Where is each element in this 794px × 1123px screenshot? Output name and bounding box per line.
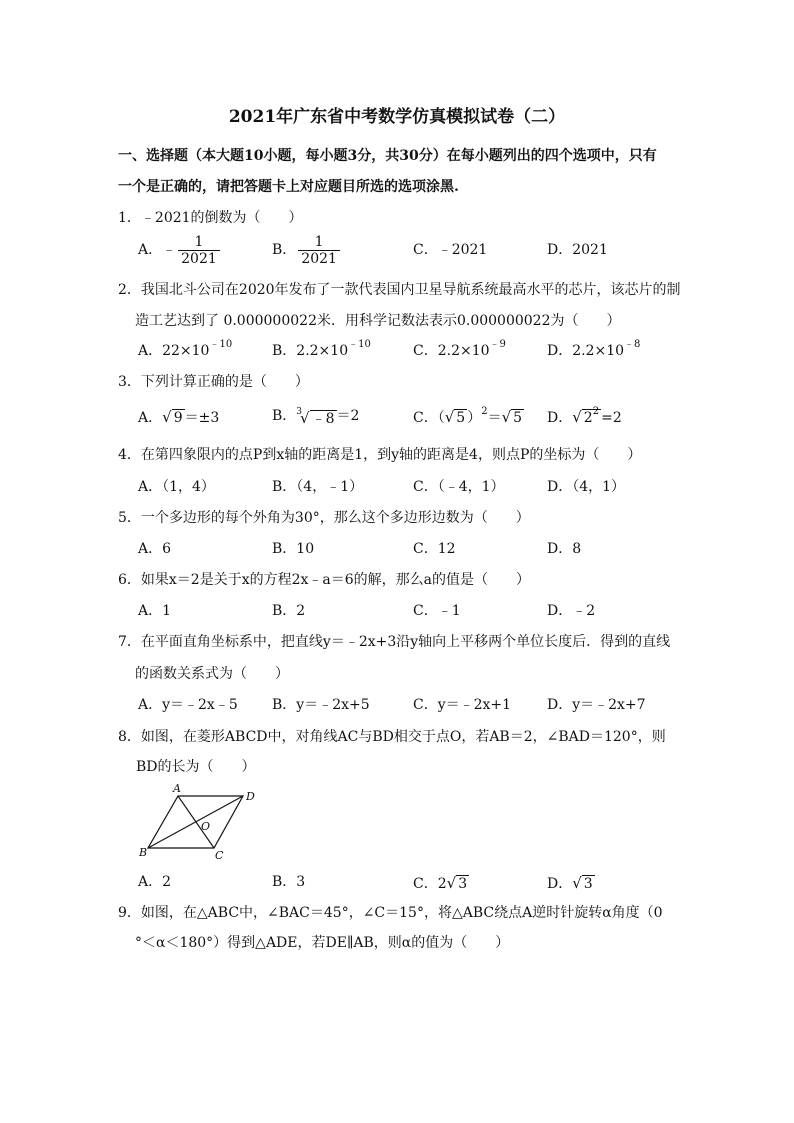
radicand: 3 [458,876,468,892]
question-7-line-2: 的函数关系式为（ ） [135,666,289,682]
radical-sign: √ [501,408,512,426]
radicand: 5 [456,410,466,426]
option-base: A．22×10 [138,343,210,359]
fraction-numerator: 1 [194,233,204,250]
question-2-line-2: 造工艺达到了 0.000000022米．用科学记数法表示0.000000022为（ ） [135,313,621,329]
question-6-option-c: C．﹣1 [413,603,461,619]
option-label: A．﹣ [138,242,177,258]
fraction [298,234,340,267]
point-label-o: O [201,820,211,833]
question-4-option-c: C．（﹣4，1） [413,479,505,495]
question-8-line-1: 8．如图，在菱形ABCD中，对角线AC与BD相交于点O，若AB＝2，∠BAD＝120°，则 [118,729,666,745]
question-3-option-b [272,407,359,427]
vertex-label-d: D [246,790,255,803]
question-2-option-b [272,339,371,360]
radical-sign: √ [444,408,455,426]
radical-sign: √ [446,874,457,892]
page-title: 2021年广东省中考数学仿真模拟试卷（二） [228,107,566,127]
radical-sign: √ [162,408,172,426]
question-7-line-1: 7．在平面直角坐标系中，把直线y＝﹣2x+3沿y轴向上平移两个单位长度后．得到的直线 [118,634,671,650]
option-exponent: ﹣9 [489,339,506,351]
question-6-option-d: D．﹣2 [547,603,596,619]
radicand: 3 [583,876,593,892]
question-4-text: 4．在第四象限内的点P到x轴的距离是1，到y轴的距离是4，则点P的坐标为（ ） [118,447,642,463]
question-3-option-c [413,407,524,427]
question-8-line-2: BD的长为（ ） [136,759,256,775]
question-2-option-d [547,339,641,360]
question-3-option-a [138,407,219,427]
option-label: C．2 [413,876,447,892]
option-exponent: ﹣10 [348,339,371,351]
question-1-text: 1．﹣2021的倒数为（ ） [118,210,303,226]
option-label: B． [272,242,297,258]
question-8-option-c [413,873,469,893]
question-1-option-c: C．﹣2021 [413,242,488,258]
question-5-option-b: B．10 [272,541,315,557]
radical-sign: √ [572,408,582,426]
option-rest: ＝±3 [184,410,220,426]
equals: ＝ [487,410,502,426]
question-1-option-a [138,232,222,268]
option-base: C．2.2×10 [413,343,490,359]
square-root [162,407,184,426]
option-label: C．（ [413,410,445,426]
radicand: 9 [173,410,183,426]
question-5-option-d: D．8 [547,541,582,557]
radical-sign: √ [572,874,582,892]
option-exponent: ﹣10 [209,339,233,351]
option-label: B． [272,408,297,424]
exponent: 2 [481,406,488,418]
question-8-option-b: B．3 [272,874,306,890]
option-base: D．2.2×10 [547,343,625,359]
question-9-line-2: °＜α＜180°）得到△ADE，若DE∥AB，则α的值为（ ） [135,935,510,951]
close-paren: ） [467,410,482,426]
fraction-denominator: 2021 [298,250,340,267]
question-2-line-1: 2．我国北斗公司在2020年发布了一款代表国内卫星导航系统最高水平的芯片，该芯片的制 [118,282,681,298]
rhombus-figure [130,780,270,865]
cube-root [296,408,336,427]
question-3-text: 3．下列计算正确的是（ ） [118,374,309,390]
radical-sign: √ [300,409,310,427]
question-4-option-a: A．（1，4） [138,479,215,495]
question-8-option-d [547,873,595,893]
radicand: ﹣8 [311,411,335,427]
question-7-option-d: D．y＝﹣2x+7 [547,697,646,713]
square-root [502,407,524,426]
vertex-label-a: A [173,782,181,795]
vertex-label-b: B [139,846,148,859]
option-exponent: ﹣8 [624,339,641,351]
option-label: D． [547,876,573,892]
question-5-text: 5．一个多边形的每个外角为30°，那么这个多边形边数为（ ） [118,510,530,526]
question-8-option-a: A．2 [138,874,172,890]
radicand [582,406,601,426]
fraction-numerator: 1 [314,233,324,250]
radicand: 5 [513,410,523,426]
question-2-option-c [413,339,506,360]
square-root [572,407,601,426]
root-index: 3 [296,407,303,417]
option-rest: ＝2 [336,408,360,424]
question-5-option-a: A．6 [138,541,172,557]
exponent: 2 [592,406,600,418]
option-label: A． [138,410,163,426]
question-6-text: 6．如果x＝2是关于x的方程2x﹣a＝6的解，那么a的值是（ ） [118,572,531,588]
question-9-line-1: 9．如图，在△ABC中，∠BAC＝45°，∠C＝15°，将△ABC绕点A逆时针旋转α角度（0 [118,905,663,921]
question-7-option-a: A．y＝﹣2x﹣5 [138,697,238,713]
question-5-option-c: C．12 [413,541,456,557]
square-root [572,873,594,892]
fraction-denominator: 2021 [178,250,220,267]
section-heading-line-1: 一、选择题（本大题10小题，每小题3分，共30分）在每小题列出的四个选项中，只有 [118,148,657,164]
option-label: D． [547,410,573,426]
fraction [178,234,220,267]
question-4-option-d: D．（4，1） [547,479,626,495]
question-7-option-b: B．y＝﹣2x+5 [272,697,370,713]
question-1-option-b [272,232,342,268]
section-heading-line-2: 一个是正确的，请把答题卡上对应题目所选的选项涂黑. [118,179,459,195]
question-7-option-c: C．y＝﹣2x+1 [413,697,512,713]
radicand-base: 2 [583,410,593,426]
square-root [447,873,469,892]
vertex-label-c: C [215,849,224,862]
question-6-option-a: A．1 [138,603,172,619]
option-rest: =2 [601,410,622,426]
question-3-option-d [547,407,622,427]
question-4-option-b: B．（4，﹣1） [272,479,364,495]
question-1-option-d: D．2021 [547,242,608,258]
question-6-option-b: B．2 [272,603,306,619]
square-root [445,407,467,426]
question-2-option-a [138,339,233,360]
option-base: B．2.2×10 [272,343,349,359]
